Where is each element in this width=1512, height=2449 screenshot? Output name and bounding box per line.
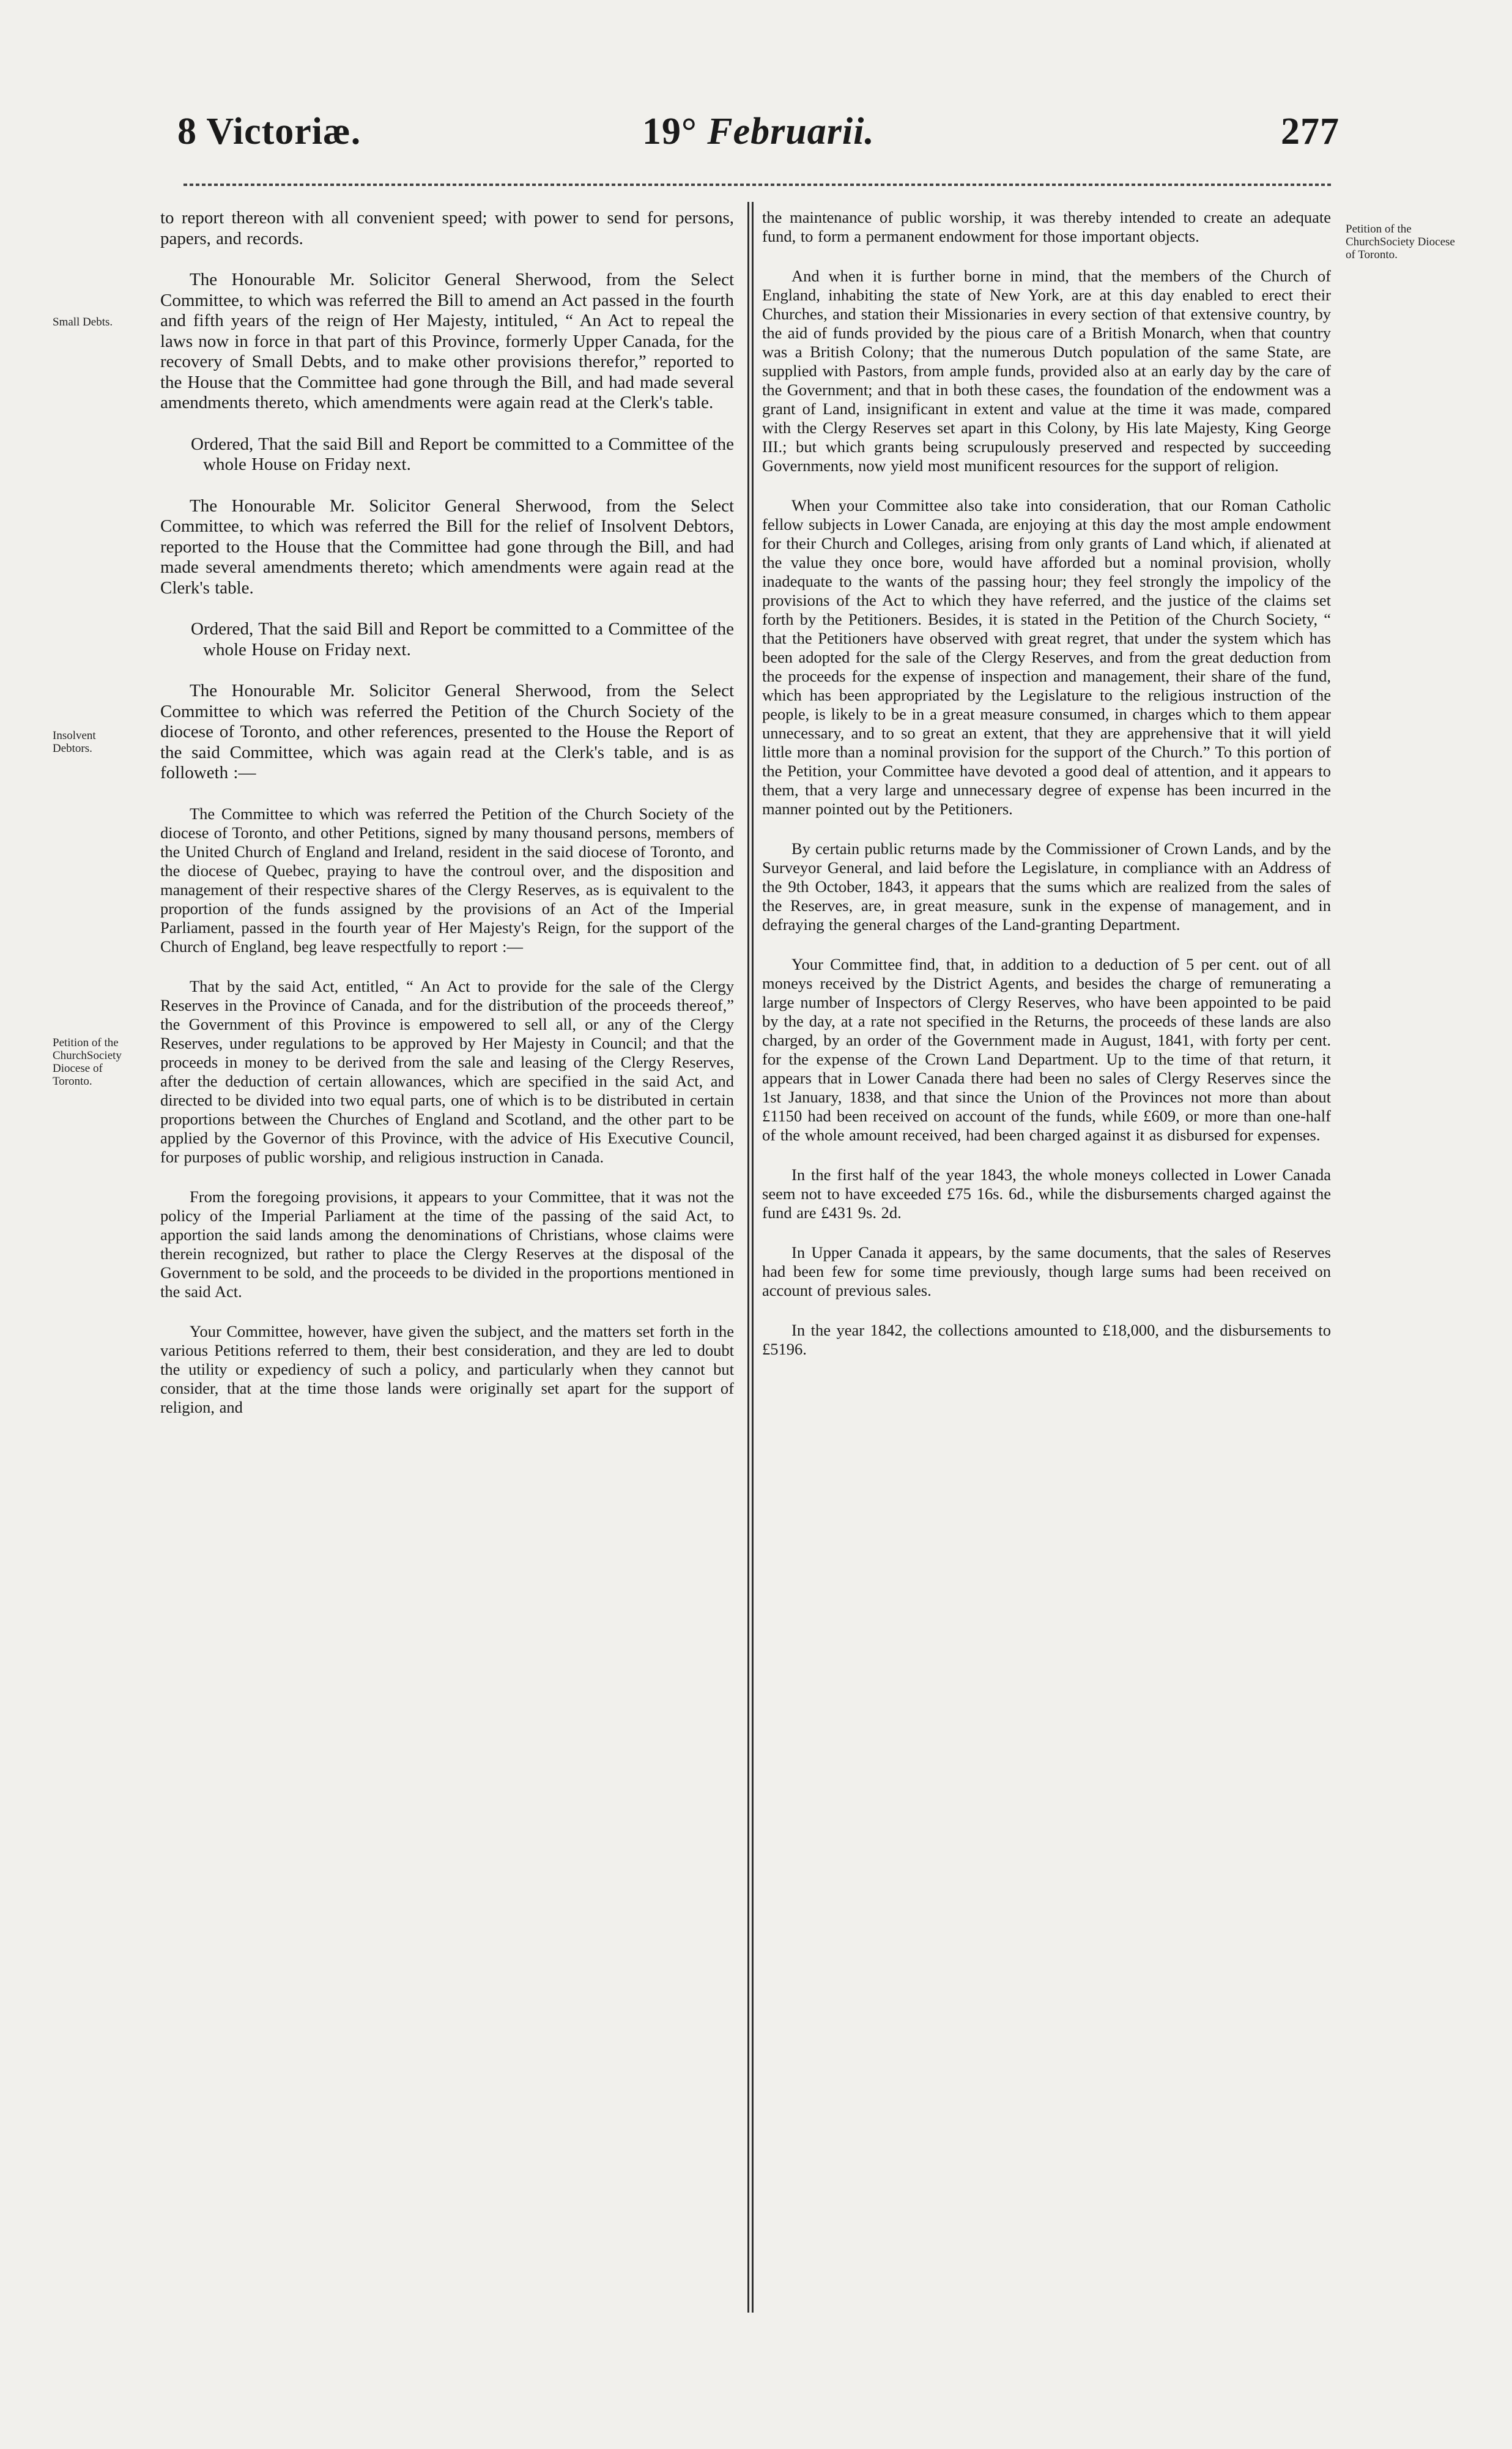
paragraph: to report thereon with all convenient speed; with power to send for persons, papers, and records.	[160, 208, 734, 248]
column-divider	[747, 202, 754, 2313]
paragraph-report: In the year 1842, the collections amounted to £18,000, and the disbursements to £5196.	[762, 1321, 1331, 1358]
paragraph-report: And when it is further borne in mind, that the members of the Church of England, inhabiting the state of New York, are at this day enabled to erect their Churches, and station their Missionaries in every section of that extensive country, by the aid of funds provided by the pious care of a British Monarch, when that country was a British Colony; that the numerous Dutch population of the same State, are supplied with Pastors, from ample funds, provided also at an early day by the care of the Government; and that in both these cases, the foundation of the endowment was a grant of Land, insignificant in extent and value at the time it was made, compared with the Clergy Reserves set apart in this Colony, by His late Majesty, King George III.; but which grants being scrupulously preserved and respected by succeeding Governments, now yield most munificent resources for the support of religion.	[762, 267, 1331, 475]
paragraph-order: Ordered, That the said Bill and Report be committed to a Committee of the whole House on Friday next.	[191, 434, 734, 474]
page-header	[177, 110, 1340, 171]
paragraph-report: Your Committee, however, have given the subject, and the matters set forth in the various Petitions referred to them, their best consideration, and they are led to doubt the utility or expediency of such a policy, and particularly when they cannot but consider, that at the time those lands were originally set apart for the support of religion, and	[160, 1321, 734, 1416]
left-column	[160, 208, 734, 1438]
right-column	[762, 208, 1331, 1380]
paragraph: The Honourable Mr. Solicitor General Sherwood, from the Select Committee, to which was referred the Bill for the relief of Insolvent Debtors, reported to the House that the Committee had gone through the Bill, and had made several amendments thereto; which amendments were again read at the Clerk's table.	[160, 496, 734, 598]
date-month: Februarii.	[707, 111, 875, 152]
session-title: 8 Victoriæ.	[177, 111, 361, 152]
paragraph: The Honourable Mr. Solicitor General Sherwood, from the Select Committee, to which was referred the Bill to amend an Act passed in the fourth and fifth years of the reign of Her Majesty, intituled, “ An Act to repeal the laws now in force in that part of this Province, formerly Upper Canada, for the recovery of Small Debts, and to make other provisions therefor,” reported to the House that the Committee had gone through the Bill, and had made several amendments thereto, which amendments were again read at the Clerk's table.	[160, 270, 734, 412]
paragraph-report: the maintenance of public worship, it was thereby intended to create an adequate fund, to form a permanent endowment for those important objects.	[762, 208, 1331, 245]
margin-note-insolvent-debtors: Insolvent Debtors.	[53, 729, 96, 755]
paragraph-report: In the first half of the year 1843, the whole moneys collected in Lower Canada seem not to have exceeded £75 16s. 6d., while the disbursements charged against the fund are £431 9s. 2d.	[762, 1165, 1331, 1222]
paragraph-report: The Committee to which was referred the Petition of the Church Society of the diocese of Toronto, and other Petitions, signed by many thousand persons, members of the United Church of England and Ireland, resident in the said diocese of Toronto, and the diocese of Quebec, praying to have the controul over, and the disposition and management of their respective shares of the Clergy Reserves, as is equivalent to the proportion of the funds assigned by the provisions of an Act of the Imperial Parliament, passed in the fourth year of Her Majesty's Reign, for the support of the Church of England, beg leave respectfully to report :—	[160, 804, 734, 956]
paragraph-report: In Upper Canada it appears, by the same documents, that the sales of Reserves had been few for some time previously, though large sums had been received on account of previous sales.	[762, 1243, 1331, 1299]
header-rule	[183, 184, 1333, 186]
paragraph-report: Your Committee find, that, in addition to a deduction of 5 per cent. out of all moneys received by the District Agents, and besides the charge of remunerating a large number of Inspectors of Clergy Reserves, who have been appointed to be paid by the day, at a rate not specified in the Returns, the proceeds of these lands are also charged, by an order of the Government made in August, 1841, with forty per cent. for the expense of the Crown Land Department. Up to the time of that return, it appears that in Lower Canada there had been no sales of Clergy Reserves since the 1st January, 1838, and that since the Union of the Provinces not more than about £1150 had been received on account of the funds, while £609, or more than one-half of the whole amount received, had been charged against it as disbursed for expenses.	[762, 955, 1331, 1144]
paragraph-report: When your Committee also take into consideration, that our Roman Catholic fellow subjects in Lower Canada, are enjoying at this day the most ample endowment for their Church and Colleges, arising from only grants of Land which, if alienated at the value they once bore, would have afforded but a nominal provision, wholly inadequate to the wants of the passing hour; they feel strongly the impolicy of the provisions of the Act to which they have referred, and the justice of the claims set forth by the Petitioners. Besides, it is stated in the Petition of the Church Society, “ that the Petitioners have observed with great regret, that under the system which has been adopted for the sale of the Clergy Reserves, and from the great deduction from the proceeds for the expense of inspection and management, their share of the fund, which has been appropriated by the Legislature to the religious instruction of the people, is likely to be in a great measure consumed, in charges which to them appear unnecessary, and to so great an extent, that they are apprehensive that it will yield little more than a nominal provision for the support of the Church.” To this portion of the Petition, your Committee have devoted a good deal of attention, and it appears to them, that a very large and unnecessary degree of expense has been incurred in the manner pointed out by the Petitioners.	[762, 496, 1331, 818]
date-day: 19°	[642, 111, 697, 152]
paragraph-report: That by the said Act, entitled, “ An Act to provide for the sale of the Clergy Reserves in the Province of Canada, and for the distribution of the proceeds thereof,” the Government of this Province is empowered to sell all, or any of the Clergy Reserves, under regulations to be approved by Her Majesty in Council; and that the proceeds in money to be derived from the sale and leasing of the Clergy Reserves, after the deduction of certain allowances, which are specified in the said Act, and directed to be divided into two equal parts, one of which is to be distributed in certain proportions between the Churches of England and Scotland, and the other part to be applied by the Governor of this Province, with the advice of His Executive Council, for purposes of public worship, and religious instruction in Canada.	[160, 976, 734, 1166]
date-heading	[642, 110, 875, 154]
paragraph: The Honourable Mr. Solicitor General Sherwood, from the Select Committee to which was referred the Petition of the Church Society of the diocese of Toronto, and other references, presented to the House the Report of the said Committee, which was again read at the Clerk's table, and is as followeth :—	[160, 681, 734, 782]
margin-note-small-debts: Small Debts.	[53, 316, 113, 329]
paragraph-report: By certain public returns made by the Commissioner of Crown Lands, and by the Surveyor General, and laid before the Legislature, in compliance with an Address of the 9th October, 1843, it appears that the sums which are realized from the sales of the Reserves, are, in great measure, sunk in the expense of management, and in defraying the general charges of the Land-granting Department.	[762, 839, 1331, 934]
margin-note-petition-left: Petition of the ChurchSociety Diocese of Toronto.	[53, 1036, 122, 1088]
paragraph-order: Ordered, That the said Bill and Report be committed to a Committee of the whole House on Friday next.	[191, 619, 734, 660]
paragraph-report: From the foregoing provisions, it appears to your Committee, that it was not the policy of the Imperial Parliament at the time of the passing of the said Act, to apportion the said lands among the denominations of Christians, whose claims were therein recognized, but rather to place the Clergy Reserves at the disposal of the Government to be sold, and the proceeds to be divided in the proportions mentioned in the said Act.	[160, 1187, 734, 1301]
page-number: 277	[1281, 111, 1340, 152]
margin-note-petition-right: Petition of the ChurchSociety Diocese of Toronto.	[1346, 223, 1455, 261]
